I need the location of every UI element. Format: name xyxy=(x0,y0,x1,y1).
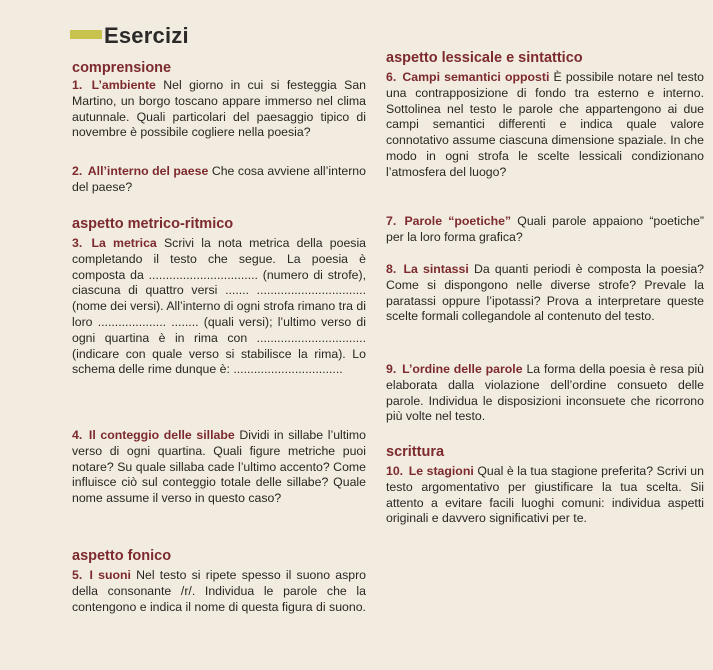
exercise-4-heading: Il conteggio delle sillabe xyxy=(88,428,235,442)
exercise-5 xyxy=(72,568,366,615)
exercise-9 xyxy=(386,362,704,425)
exercise-5-text: Nel testo si ripete spesso il suono aspro della consonante /r/. Individua le parole che la contengono e indica il nome di questa figura di suono. xyxy=(72,568,367,614)
exercise-8-number: 8. xyxy=(386,262,397,276)
exercise-1-text: Nel giorno in cui si festeggia San Martino, un borgo toscano appare immerso nel clima autunnale. Quali particolari del paesaggio tipico di novembre è possibile cogliere nella poesia? xyxy=(72,78,367,140)
exercise-1-heading: L’ambiente xyxy=(91,78,156,92)
exercise-1 xyxy=(72,78,366,141)
exercise-2 xyxy=(72,164,366,196)
exercise-4 xyxy=(72,428,366,507)
exercise-3 xyxy=(72,236,366,378)
exercise-3-heading: La metrica xyxy=(91,236,157,250)
section-aspetto-lessicale: aspetto lessicale e sintattico xyxy=(386,50,583,66)
exercise-10-text: Qual è la tua stagione preferita? Scrivi un testo argomentativo per giustificare la tua scelta. Sii attento a evitare facili luoghi comuni: individua aspetti originali e davvero significativi per te. xyxy=(386,464,704,526)
exercise-6 xyxy=(386,70,704,181)
exercise-2-number: 2. xyxy=(72,164,83,178)
exercise-4-text: Dividi in sillabe l’ultimo verso di ogni quartina. Quali figure metriche puoi notare? Su quale sillaba cade l’ultimo accento? Come influisce ciò sul conteggio totale delle sillabe? Quale nome assume il verso in questo caso? xyxy=(72,428,366,506)
exercise-4-number: 4. xyxy=(72,428,83,442)
exercise-8 xyxy=(386,262,704,325)
exercise-3-number: 3. xyxy=(72,236,83,250)
exercise-6-number: 6. xyxy=(386,70,397,84)
exercise-9-heading: L’ordine delle parole xyxy=(402,362,523,376)
exercise-10-number: 10. xyxy=(386,464,404,478)
page-title: Esercizi xyxy=(104,23,189,48)
section-aspetto-metrico: aspetto metrico-ritmico xyxy=(72,216,234,232)
exercise-6-text: È possibile notare nel testo una contrapposizione di fondo tra esterno e interno. Sottolinea nel testo le parole che appartengono ai due campi semantici differenti e indica quale valore connotativo assume ciascuna dimensione spaziale. In che modo in ogni strofa le scelte lessicali condizionano l’atmosfera del luogo? xyxy=(386,70,705,179)
exercise-9-text: La forma della poesia è resa più elaborata dalla violazione dell’ordine consueto delle parole. Individua le disposizioni inconsuete che ricorrono più volte nel testo. xyxy=(386,362,705,424)
exercise-1-number: 1. xyxy=(72,78,83,92)
exercise-10-heading: Le stagioni xyxy=(408,464,474,478)
exercise-9-number: 9. xyxy=(386,362,397,376)
exercise-8-text: Da quanti periodi è composta la poesia? Come si dispongono nelle diverse strofe? Prevale la paratassi oppure l’ipotassi? Prova a interpretare queste scelte formali collegandole al contenuto del testo. xyxy=(386,262,704,324)
exercise-5-number: 5. xyxy=(72,568,83,582)
exercise-2-heading: All’interno del paese xyxy=(87,164,209,178)
title-accent-bar xyxy=(70,30,102,39)
section-scrittura: scrittura xyxy=(386,444,445,460)
exercise-7-heading: Parole “poetiche” xyxy=(404,214,512,228)
exercise-7 xyxy=(386,214,704,246)
exercise-5-heading: I suoni xyxy=(89,568,131,582)
exercise-3-text: Scrivi la nota metrica della poesia completando il testo che segue. La poesia è composta da ................................ (numero di strofe), ciascuna di quattro versi ....... ................................ (nome dei versi). All’interno di ogni strofa rimano tra di loro .................... ........ (quali versi); l’ultimo verso di ogni quartina è in rima con ................................ (indicare con quale verso si stabilisce la rima). Lo schema delle rime dunque è: ................................ xyxy=(72,236,367,377)
exercise-10 xyxy=(386,464,704,527)
section-aspetto-fonico: aspetto fonico xyxy=(72,548,172,564)
exercise-6-heading: Campi semantici opposti xyxy=(402,70,550,84)
exercise-7-text: Quali parole appaiono “poetiche” per la loro forma grafica? xyxy=(386,214,704,244)
exercise-2-text: Che cosa avviene all’interno del paese? xyxy=(72,164,366,194)
exercise-7-number: 7. xyxy=(386,214,397,228)
exercise-8-heading: La sintassi xyxy=(403,262,469,276)
section-comprensione: comprensione xyxy=(72,60,172,76)
